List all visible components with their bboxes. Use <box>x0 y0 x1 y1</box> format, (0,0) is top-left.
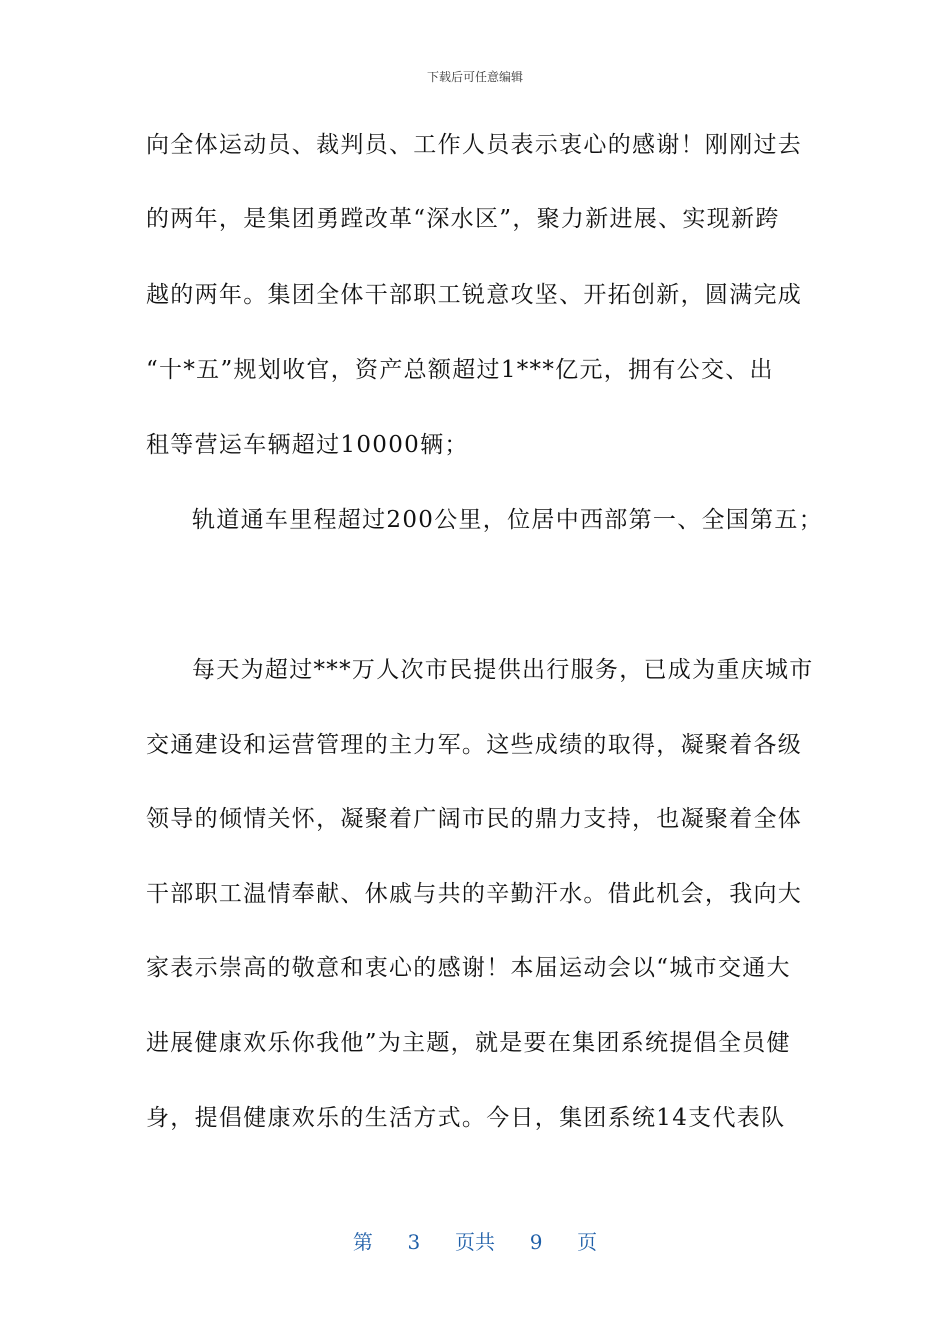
body-line: 交通建设和运营管理的主力军。这些成绩的取得，凝聚着各级 <box>146 732 803 758</box>
page-label-suffix: 页 <box>577 1230 598 1254</box>
body-line: 租等营运车辆超过10000辆； <box>146 432 469 458</box>
body-line: 的两年，是集团勇蹚改革“深水区”，聚力新进展、实现新跨 <box>146 206 780 232</box>
current-page-number: 3 <box>407 1230 421 1254</box>
body-line: 干部职工温情奉献、休戚与共的辛勤汗水。借此机会，我向大 <box>146 881 803 907</box>
total-pages-number: 9 <box>529 1230 543 1254</box>
body-line: 每天为超过***万人次市民提供出行服务，已成为重庆城市 <box>192 657 814 683</box>
page-footer <box>0 1226 950 1255</box>
header-note: 下载后可任意编辑 <box>426 70 523 84</box>
body-line: 进展健康欢乐你我他”为主题，就是要在集团系统提倡全员健 <box>146 1030 791 1056</box>
body-line: 领导的倾情关怀，凝聚着广阔市民的鼎力支持，也凝聚着全体 <box>146 806 803 832</box>
body-line: 向全体运动员、裁判员、工作人员表示衷心的感谢！刚刚过去 <box>146 132 803 158</box>
page-label-prefix: 第 <box>352 1230 373 1254</box>
body-line: 家表示崇高的敬意和衷心的感谢！本届运动会以“城市交通大 <box>146 955 791 981</box>
body-line: 越的两年。集团全体干部职工锐意攻坚、开拓创新，圆满完成 <box>146 282 803 308</box>
body-line: 身，提倡健康欢乐的生活方式。今日，集团系统14支代表队 <box>146 1105 786 1131</box>
page-label-middle: 页共 <box>455 1230 495 1254</box>
body-line: 轨道通车里程超过200公里，位居中西部第一、全国第五； <box>192 507 823 533</box>
body-line: “十*五”规划收官，资产总额超过1***亿元，拥有公交、出 <box>146 357 774 383</box>
